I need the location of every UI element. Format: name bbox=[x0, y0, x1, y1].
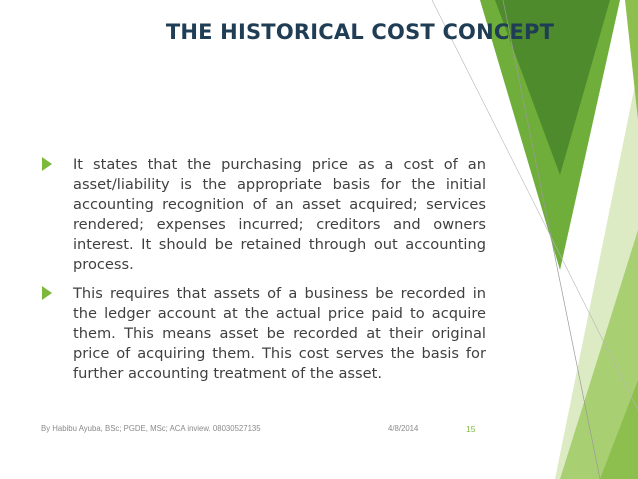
slide-title: THE HISTORICAL COST CONCEPT bbox=[165, 20, 555, 44]
bullet-text: This requires that assets of a business be recorded in the ledger account at the actual price paid to acquire them. This means asset be recorded at their original price of acquiring them. This cost serves the basis for further accounting treatment of the asset. bbox=[73, 285, 486, 382]
bullet-text: It states that the purchasing price as a cost of an asset/liability is the appropriate basis for the initial accounting recognition of an asset acquired; services rendered; expenses incurred; creditors and owners interest. It should be retained through out accounting process. bbox=[73, 156, 486, 273]
triangle-bullet-icon bbox=[42, 286, 52, 300]
triangle-bullet-icon bbox=[42, 157, 52, 171]
bullet-list bbox=[40, 155, 486, 393]
bullet-item bbox=[40, 155, 486, 275]
bullet-item bbox=[40, 284, 486, 384]
page-number: 15 bbox=[466, 424, 476, 434]
footer-author: By Habibu Ayuba, BSc; PGDE, MSc; ACA inview. 08030527135 bbox=[41, 424, 261, 433]
footer-date: 4/8/2014 bbox=[388, 424, 419, 433]
